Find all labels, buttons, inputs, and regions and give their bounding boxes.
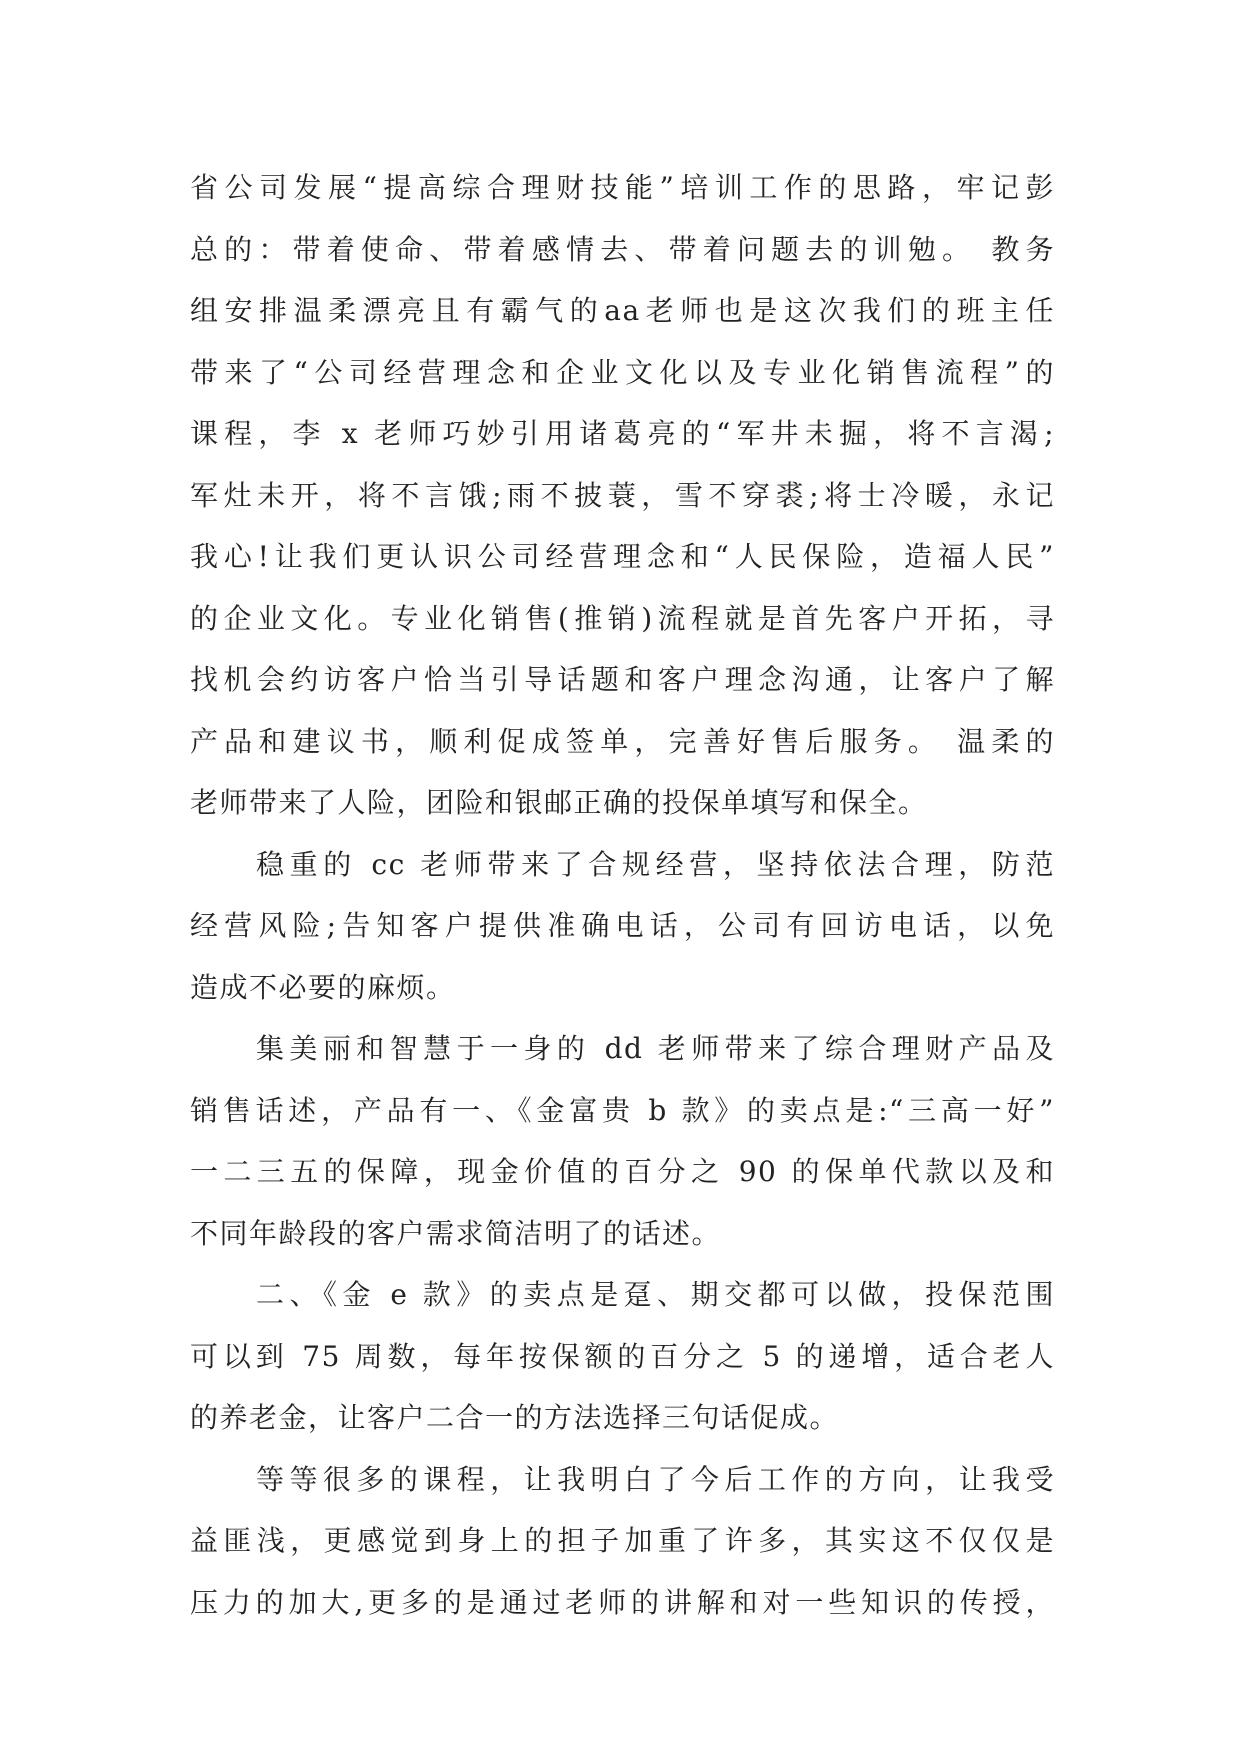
text-line: 组安排温柔漂亮且有霸气的aa老师也是这次我们的班主任 [190, 294, 1055, 327]
text-line: 找机会约访客户恰当引导话题和客户理念沟通，让客户了解 [190, 663, 1055, 696]
text-line: 销售话述，产品有一、《金富贵 b 款》的卖点是:“三高一好” [190, 1093, 1055, 1127]
text-line: 的企业文化。专业化销售(推销)流程就是首先客户开拓，寻 [190, 601, 1055, 635]
text-line: 课程，李 x 老师巧妙引用诸葛亮的“军井未掘，将不言渴; [190, 417, 1055, 450]
text-line: 产品和建议书，顺利促成签单，完善好售后服务。 温柔的 [190, 724, 1055, 758]
text-line: 军灶未开，将不言饿;雨不披蓑，雪不穿裘;将士冷暖，永记 [190, 478, 1055, 512]
text-line: 可以到 75 周数，每年按保额的百分之 5 的递增，适合老人 [190, 1339, 1055, 1373]
text-line: 省公司发展“提高综合理财技能”培训工作的思路，牢记彭 [190, 171, 1055, 204]
text-line: 总的：带着使命、带着感情去、带着问题去的训勉。 教务 [190, 232, 1055, 266]
body-text [190, 157, 1055, 1633]
text-line: 集美丽和智慧于一身的 dd 老师带来了综合理财产品及 [256, 1032, 1055, 1065]
text-line: 老师带来了人险，团险和银邮正确的投保单填写和保全。 [190, 786, 928, 819]
text-line: 二、《金 e 款》的卖点是趸、期交都可以做，投保范围 [256, 1278, 1055, 1311]
text-line: 压力的加大,更多的是通过老师的讲解和对一些知识的传授， [190, 1585, 1055, 1619]
text-line: 的养老金，让客户二合一的方法选择三句话促成。 [190, 1401, 840, 1434]
text-line: 等等很多的课程，让我明白了今后工作的方向，让我受 [256, 1462, 1055, 1496]
text-line: 益匪浅，更感觉到身上的担子加重了许多，其实这不仅仅是 [190, 1524, 1055, 1557]
text-line: 一二三五的保障，现金价值的百分之 90 的保单代款以及和 [190, 1155, 1055, 1188]
text-line: 造成不必要的麻烦。 [190, 970, 456, 1004]
text-line: 我心!让我们更认识公司经营理念和“人民保险，造福人民” [190, 540, 1055, 573]
text-line: 不同年龄段的客户需求简洁明了的话述。 [190, 1216, 722, 1250]
text-line: 稳重的 cc 老师带来了合规经营，坚持依法合理，防范 [256, 847, 1055, 881]
text-line: 带来了“公司经营理念和企业文化以及专业化销售流程”的 [190, 355, 1055, 389]
text-line: 经营风险;告知客户提供准确电话，公司有回访电话，以免 [190, 909, 1055, 942]
